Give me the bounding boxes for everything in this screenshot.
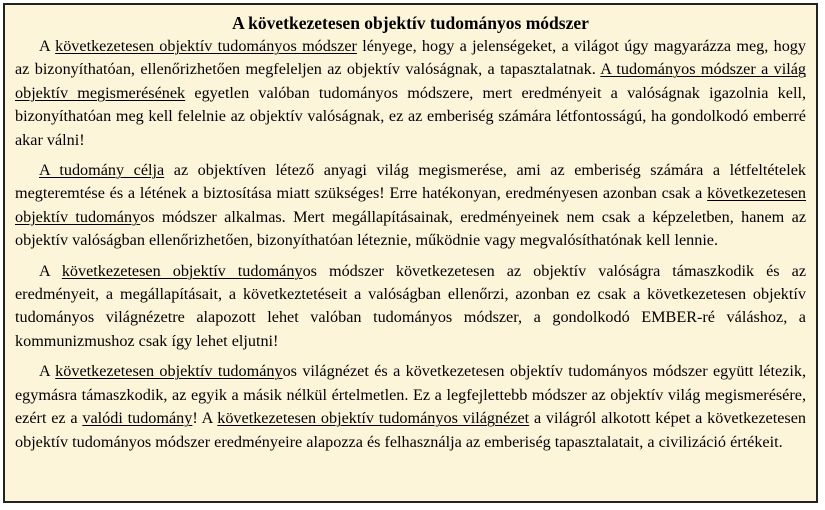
underlined-phrase: A tudomány célja xyxy=(39,161,165,180)
text-segment: a világról alkotott képet a következetesen objektív tudományos módszer eredményeire alapozza és felhasználja az emberiség tapasztalatait, a civilizáció értékeit. xyxy=(15,409,806,451)
text-box xyxy=(3,3,818,503)
text-segment: egyetlen valóban tudományos módszere, mert eredményeit a valóságnak igazolnia kell, bizonyíthatóan meg kell felelnie az objektív valóságnak, ez az emberiség számára létfontosságú, ha gondolkodó emberré akar válni! xyxy=(15,83,806,149)
underlined-phrase: következetesen objektív tudományos világnézet xyxy=(217,409,530,428)
page-title: A következetesen objektív tudományos módszer xyxy=(232,13,589,33)
underlined-phrase: A tudományos módszer a világ objektív megismerésének xyxy=(15,60,806,102)
paragraph-3 xyxy=(15,260,806,354)
underlined-phrase: valódi tudomány xyxy=(82,409,193,428)
text-segment: A xyxy=(39,261,62,280)
text-segment: lényege, hogy a jelenségeket, a világot úgy magyarázza meg, hogy az bizonyíthatóan, ellenőrizhetően megfeleljen az objektív valóságnak, a tapasztalatnak. xyxy=(15,37,806,79)
underlined-phrase: következetesen objektív tudomány xyxy=(55,362,283,381)
text-segment: A xyxy=(39,37,56,55)
text-segment: os világnézet és a következetesen objektív tudományos módszer együtt létezik, egymásra támaszkodik, az egyik a másik nélkül értelmetlen. Ez a legfejlettebb módszer az objektív világ megismerésére, ezért ez a xyxy=(15,362,807,428)
text-segment: os módszer következetesen az objektív valóságra támaszkodik és az eredményeit, a megállapításait, a következtetéseit a valóságban ellenőrzi, azonban ez csak a következetesen objektív tudományos világnézetre alapozott lehet valóban tudományos módszer, a gondolkodó EMBER-ré váláshoz, a kommunizmushoz csak így lehet eljutni! xyxy=(15,261,807,350)
paragraph-4 xyxy=(15,360,806,454)
underlined-phrase: következetesen objektív tudomány xyxy=(15,184,806,226)
underlined-phrase: következetesen objektív tudományos módszer xyxy=(55,37,357,55)
text-segment: az objektíven létező anyagi világ megismerése, ami az emberiség számára a létfeltételek megteremtése és a létének a biztosítása miatt szükséges! Erre hatékonyan, eredményesen azonban csak a xyxy=(15,161,807,203)
text-segment: ! A xyxy=(192,409,218,428)
text-segment: A xyxy=(39,362,56,381)
text-segment: os módszer alkalmas. Mert megállapításainak, eredményeinek nem csak a képzeletben, hanem az objektív valóságban ellenőrizhetően, bizonyíthatóan léteznie, működnie vagy megvalósíthatónak kell lennie. xyxy=(15,207,807,250)
paragraph-1 xyxy=(15,35,806,152)
paragraph-2 xyxy=(15,159,806,253)
underlined-phrase: következetesen objektív tudomány xyxy=(61,261,303,280)
